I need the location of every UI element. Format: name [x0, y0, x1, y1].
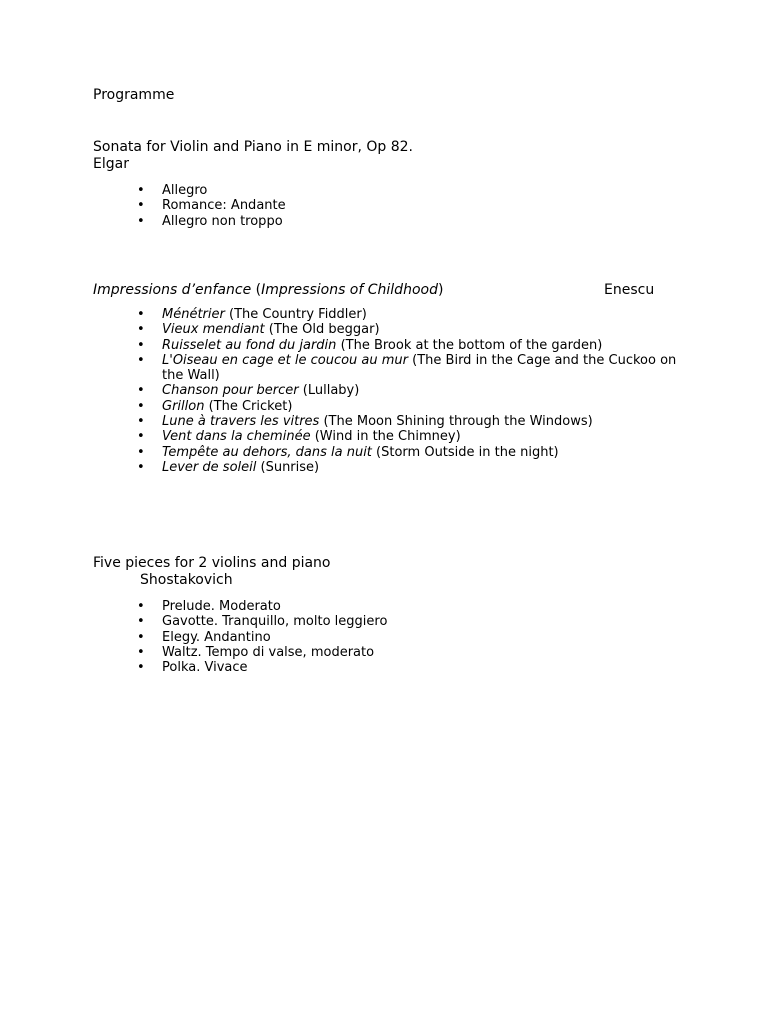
shostakovich-piece-title: Five pieces for 2 violins and piano	[93, 555, 331, 571]
list-item: • Tempête au dehors, dans la nuit (Storm Outside in the night)	[93, 445, 693, 460]
list-item: • Gavotte. Tranquillo, molto leggiero	[93, 614, 387, 629]
list-item: • Prelude. Moderato	[93, 599, 387, 614]
list-item: • Polka. Vivace	[93, 660, 387, 675]
elgar-movement-list	[93, 183, 286, 229]
list-item: • Romance: Andante	[93, 198, 286, 213]
list-item: • Vieux mendiant (The Old beggar)	[93, 322, 693, 337]
list-item: • Ruisselet au fond du jardin (The Brook at the bottom of the garden)	[93, 338, 693, 353]
list-item: • Ménétrier (The Country Fiddler)	[93, 307, 693, 322]
enescu-piece-title: Impressions d’enfance (Impressions of Childhood)	[93, 282, 444, 298]
elgar-composer: Elgar	[93, 156, 129, 172]
list-item: • Waltz. Tempo di valse, moderato	[93, 645, 387, 660]
enescu-composer: Enescu	[604, 282, 655, 298]
shostakovich-composer: Shostakovich	[140, 572, 233, 588]
list-item: • Vent dans la cheminée (Wind in the Chimney)	[93, 429, 693, 444]
enescu-movement-list	[93, 307, 693, 475]
shostakovich-movement-list	[93, 599, 387, 675]
enescu-title-english: Impressions of Childhood	[261, 282, 438, 298]
list-item: • L'Oiseau en cage et le coucou au mur (The Bird in the Cage and the Cuckoo on the Wall)	[93, 353, 693, 384]
list-item: • Elegy. Andantino	[93, 630, 387, 645]
programme-title: Programme	[93, 87, 175, 103]
list-item: • Chanson pour bercer (Lullaby)	[93, 383, 693, 398]
list-item: • Allegro non troppo	[93, 214, 286, 229]
elgar-sonata-title: Sonata for Violin and Piano in E minor, Op 82.	[93, 139, 413, 155]
list-item: • Allegro	[93, 183, 286, 198]
enescu-title-french: Impressions d’enfance	[93, 282, 252, 298]
list-item: • Lune à travers les vitres (The Moon Shining through the Windows)	[93, 414, 693, 429]
list-item: • Lever de soleil (Sunrise)	[93, 460, 693, 475]
list-item: • Grillon (The Cricket)	[93, 399, 693, 414]
